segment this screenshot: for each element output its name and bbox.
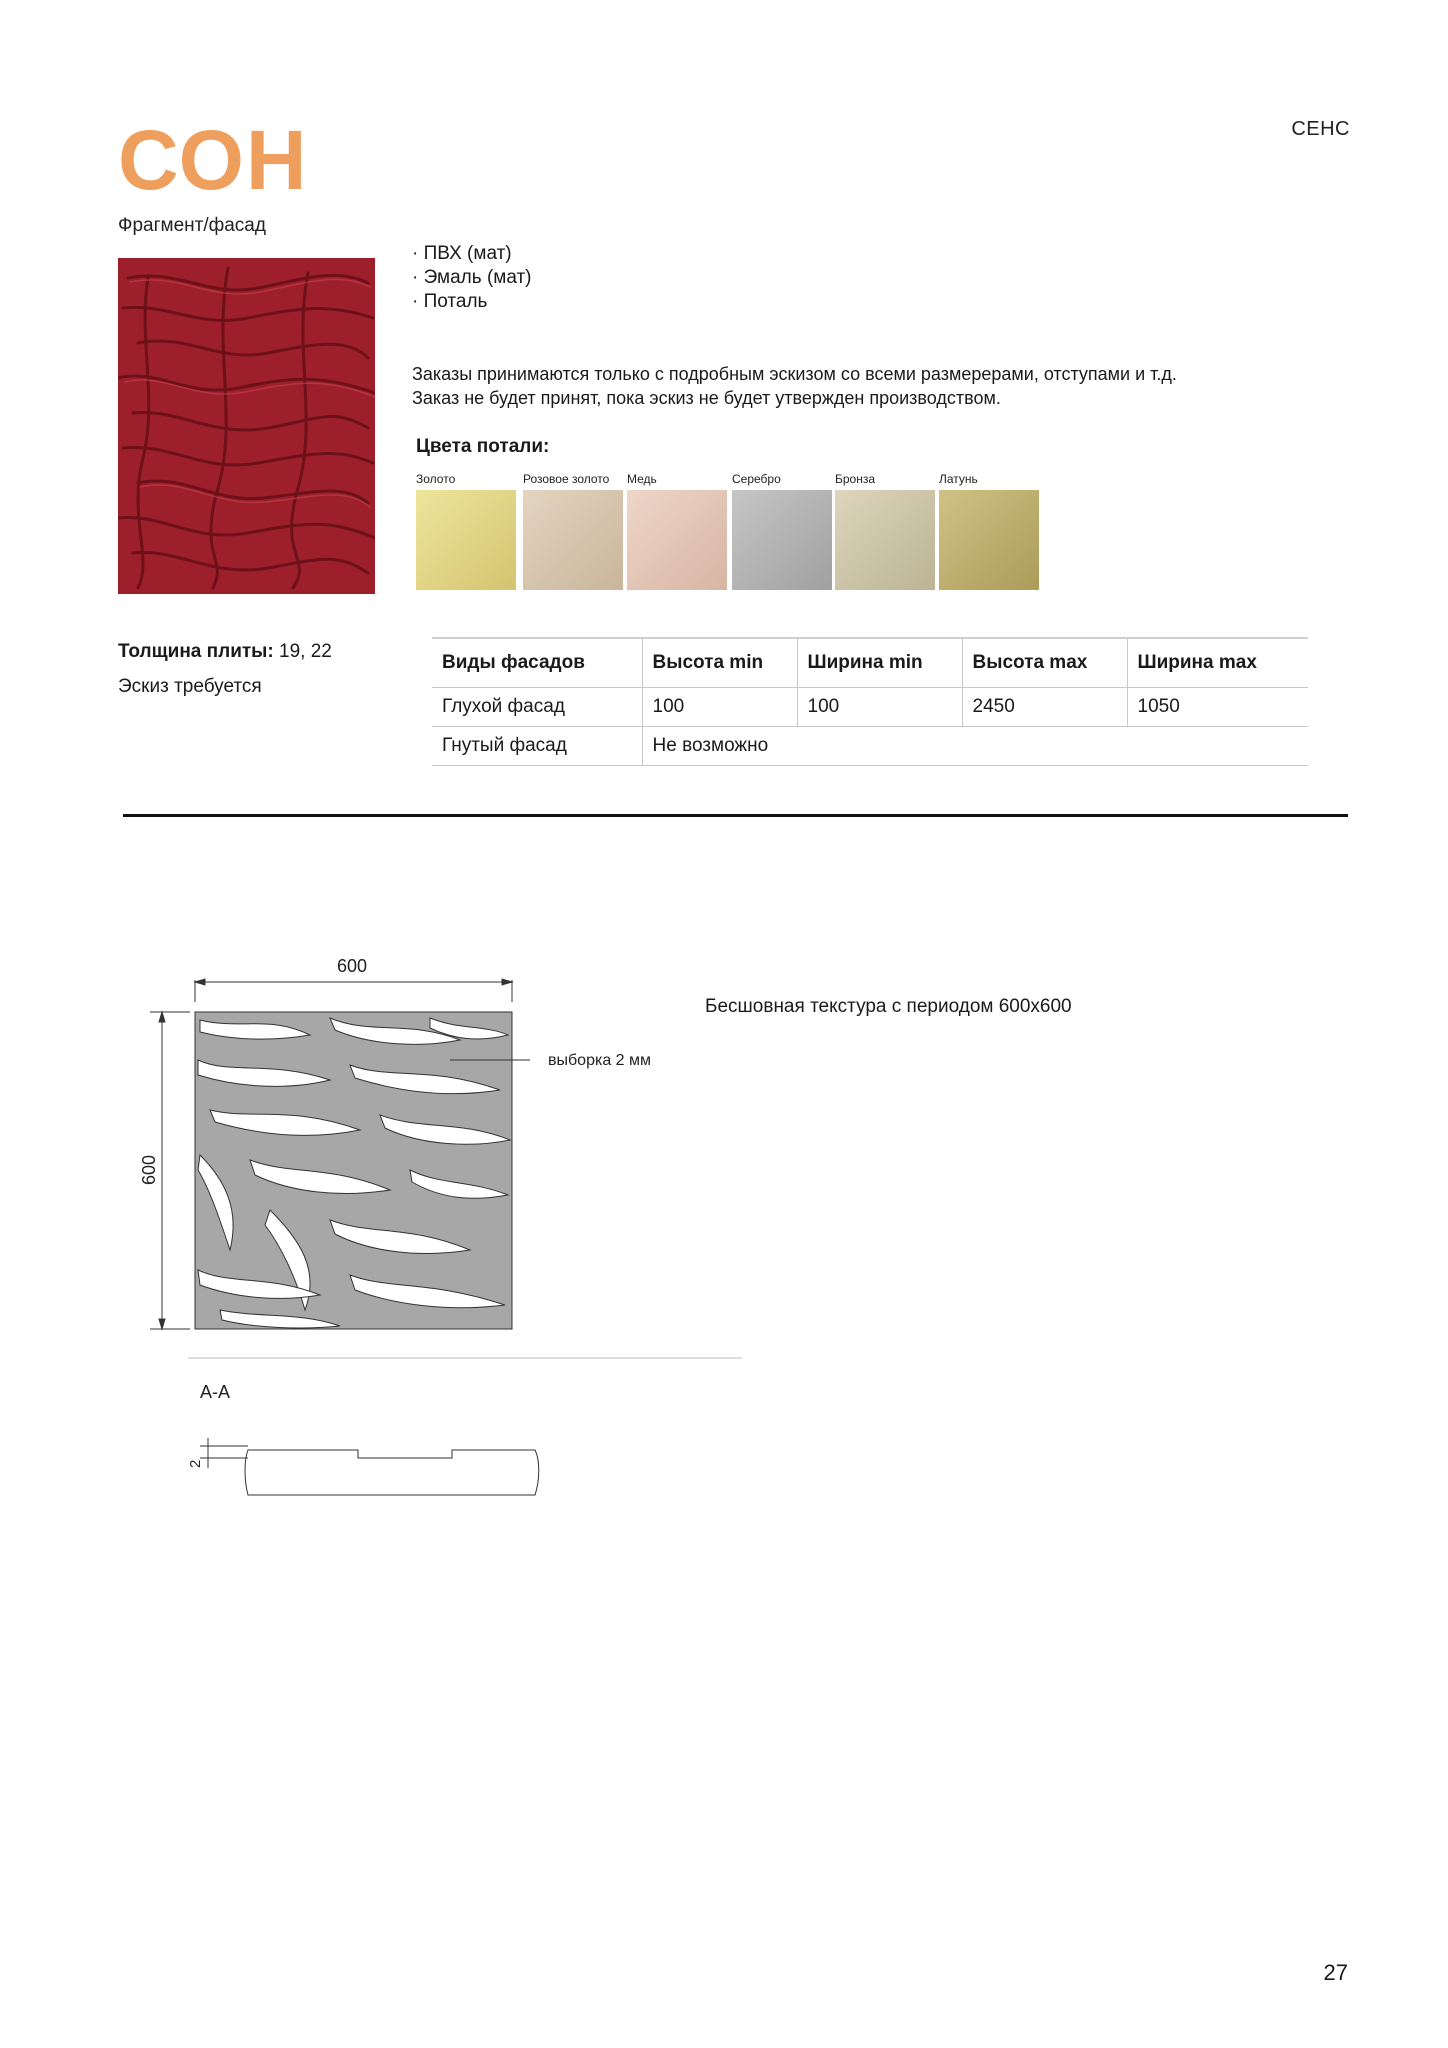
table-cell: Глухой фасад	[432, 688, 642, 727]
swatch-rose-gold	[523, 472, 623, 590]
product-subtitle: Фрагмент/фасад	[118, 215, 266, 236]
table-header: Высота max	[962, 638, 1127, 688]
swatch-copper	[627, 472, 727, 590]
table-row	[432, 727, 1308, 766]
seamless-texture-note: Бесшовная текстура с периодом 600х600	[705, 996, 1072, 1017]
section-divider	[123, 814, 1348, 817]
thickness-label: Толщина плиты:	[118, 641, 274, 662]
order-note	[412, 362, 1372, 410]
table-cell: 100	[642, 688, 797, 727]
page-number: 27	[1323, 1960, 1348, 1985]
swatch-silver	[732, 472, 832, 590]
product-title: СОН	[118, 113, 309, 207]
dim-height-label: 600	[139, 1154, 159, 1185]
swatch-label: Розовое золото	[523, 472, 610, 486]
swatch-chip	[939, 490, 1039, 590]
table-cell: 1050	[1127, 688, 1308, 727]
section-label: A-A	[200, 1382, 231, 1402]
table-header: Ширина max	[1127, 638, 1308, 688]
swatch-chip	[835, 490, 935, 590]
swatch-chip	[627, 490, 727, 590]
table-cell: Гнутый фасад	[432, 727, 642, 766]
swatch-chip	[732, 490, 832, 590]
leaf-colors-title: Цвета потали:	[416, 436, 550, 457]
swatch-chip	[416, 490, 516, 590]
section-profile	[200, 1438, 539, 1495]
materials-list	[412, 242, 532, 314]
swatch-label: Золото	[416, 472, 456, 486]
table-cell: Не возможно	[642, 727, 1308, 766]
table-cell: 100	[797, 688, 962, 727]
order-note-line: Заказы принимаются только с подробным эскизом со всеми размерерами, отступами и т.д.	[412, 364, 1177, 384]
material-item: · Поталь	[412, 291, 488, 312]
table-header: Виды фасадов	[432, 638, 642, 688]
table-header: Ширина min	[797, 638, 962, 688]
brand-name: СЕНС	[1291, 118, 1350, 140]
thickness-value: 19, 22	[279, 641, 332, 662]
table-row	[432, 688, 1308, 727]
swatch-brass	[939, 472, 1039, 590]
swatch-label: Латунь	[939, 472, 978, 486]
swatch-label: Серебро	[732, 472, 781, 486]
facade-size-table	[432, 637, 1308, 766]
table-cell: 2450	[962, 688, 1127, 727]
section-depth-label: 2	[187, 1459, 204, 1468]
cut-depth-callout: выборка 2 мм	[548, 1052, 651, 1069]
table-header: Высота min	[642, 638, 797, 688]
swatch-label: Бронза	[835, 472, 876, 486]
material-item: · Эмаль (мат)	[412, 267, 532, 288]
technical-drawing	[130, 940, 770, 1520]
swatch-gold	[416, 472, 516, 590]
order-note-line: Заказ не будет принят, пока эскиз не будет утвержден производством.	[412, 388, 1001, 408]
dim-width-label: 600	[337, 956, 368, 976]
sketch-required: Эскиз требуется	[118, 676, 262, 697]
swatch-label: Медь	[627, 472, 657, 486]
facade-photo	[118, 258, 375, 594]
swatch-bronze	[835, 472, 935, 590]
table-header-row	[432, 638, 1308, 688]
thickness-spec	[118, 641, 332, 663]
swatch-chip	[523, 490, 623, 590]
material-item: · ПВХ (мат)	[412, 243, 512, 264]
